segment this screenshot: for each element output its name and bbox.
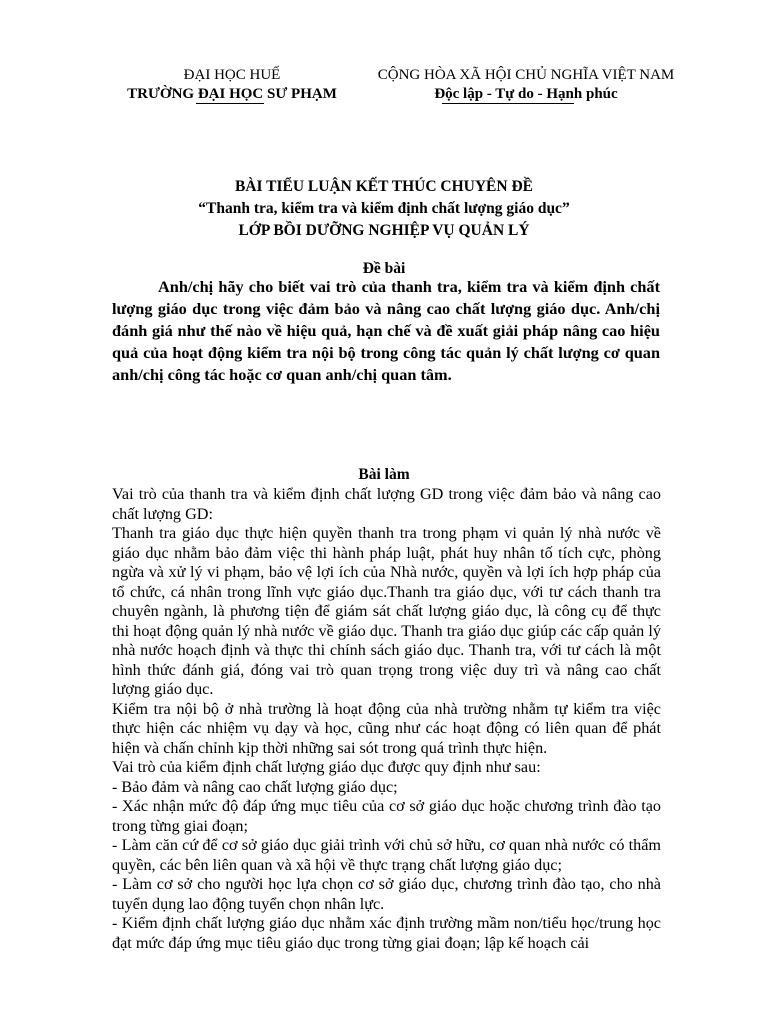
school-name-underline: [196, 103, 264, 104]
document-titles: [112, 176, 656, 242]
school-name: TRƯỜNG ĐẠI HỌC SƯ PHẠM: [127, 86, 337, 102]
motto-underline: [442, 103, 574, 104]
answer-paragraph: Thanh tra giáo dục thực hiện quyền thanh tra trong phạm vi quản lý nhà nước về giáo dục nhằm bảo đảm việc thi hành pháp luật, phát huy nhân tố tích cực, phòng ngừa và xử lý vi phạm, bảo vệ lợi ích của Nhà nước, quyền và lợi ích hợp pháp của tổ chức, cá nhân trong lĩnh vực giáo dục.Thanh tra giáo dục, với tư cách thanh tra chuyên ngành, là phương tiện để giám sát chất lượng giáo dục, là công cụ để thực thi hoạt động quản lý nhà nước về giáo dục. Thanh tra giáo dục giúp các cấp quản lý nhà nước hoạch định và thực thi chính sách giáo dục. Thanh tra, với tư cách là một hình thức đánh giá, đóng vai trò quan trọng trong việc duy trì và nâng cao chất lượng giáo dục.: [112, 524, 661, 698]
question-text: Anh/chị hãy cho biết vai trò của thanh tra, kiểm tra và kiểm định chất lượng giáo dục trong việc đảm bảo và nâng cao chất lượng giáo dục. Anh/chị đánh giá như thế nào về hiệu quả, hạn chế và đề xuất giải pháp nâng cao hiệu quả của hoạt động kiểm tra nội bộ trong công tác quản lý chất lượng cơ quan anh/chị công tác hoặc cơ quan anh/chị quan tâm.: [112, 277, 660, 384]
answer-list-item: - Xác nhận mức độ đáp ứng mục tiêu của cơ sở giáo dục hoặc chương trình đào tạo trong từng giai đoạn;: [112, 797, 661, 835]
national-motto-block: [358, 66, 694, 104]
answer-paragraph: Vai trò của thanh tra và kiểm định chất lượng GD trong việc đảm bảo và nâng cao chất lượng GD:: [112, 485, 661, 523]
answer-paragraph: Kiểm tra nội bộ ở nhà trường là hoạt động của nhà trường nhằm tự kiểm tra việc thực hiện các nhiệm vụ dạy và học, cũng như các hoạt động có liên quan để phát hiện và chấn chỉnh kịp thời những sai sót trong quá trình thực hiện.: [112, 699, 661, 757]
university-name: ĐẠI HỌC HUẾ: [183, 67, 281, 83]
answer-list-item: - Kiểm định chất lượng giáo dục nhằm xác định trường mầm non/tiểu học/trung học đạt mức đáp ứng mục tiêu giáo dục trong từng giai đoạn; lập kế hoạch cải: [112, 914, 661, 952]
national-motto: Độc lập - Tự do - Hạnh phúc: [434, 86, 618, 102]
answer-heading: Bài làm: [358, 466, 410, 483]
document-header: [0, 66, 768, 106]
class-title: LỚP BỒI DƯỠNG NGHIỆP VỤ QUẢN LÝ: [238, 222, 530, 239]
country-name: CỘNG HÒA XÃ HỘI CHỦ NGHĨA VIỆT NAM: [377, 67, 675, 83]
answer-list-item: - Làm cơ sở cho người học lựa chọn cơ sở giáo dục, chương trình đào tạo, cho nhà tuyển dụng lao động tuyển chọn nhân lực.: [112, 875, 661, 913]
essay-title: BÀI TIỂU LUẬN KẾT THÚC CHUYÊN ĐỀ: [234, 178, 533, 195]
answer-list-item: - Làm căn cứ để cơ sở giáo dục giải trình với chủ sở hữu, cơ quan nhà nước có thẩm quyền, các bên liên quan và xã hội về thực trạng chất lượng giáo dục;: [112, 836, 661, 874]
question-heading: Đề bài: [362, 260, 406, 277]
answer-paragraph: Vai trò của kiểm định chất lượng giáo dục được quy định như sau:: [112, 758, 541, 776]
institution-block: [112, 66, 352, 104]
topic-title: “Thanh tra, kiểm tra và kiểm định chất lượng giáo dục”: [198, 200, 570, 217]
answer-list-item: - Bảo đảm và nâng cao chất lượng giáo dục;: [112, 777, 398, 796]
answer-body: [112, 485, 661, 953]
